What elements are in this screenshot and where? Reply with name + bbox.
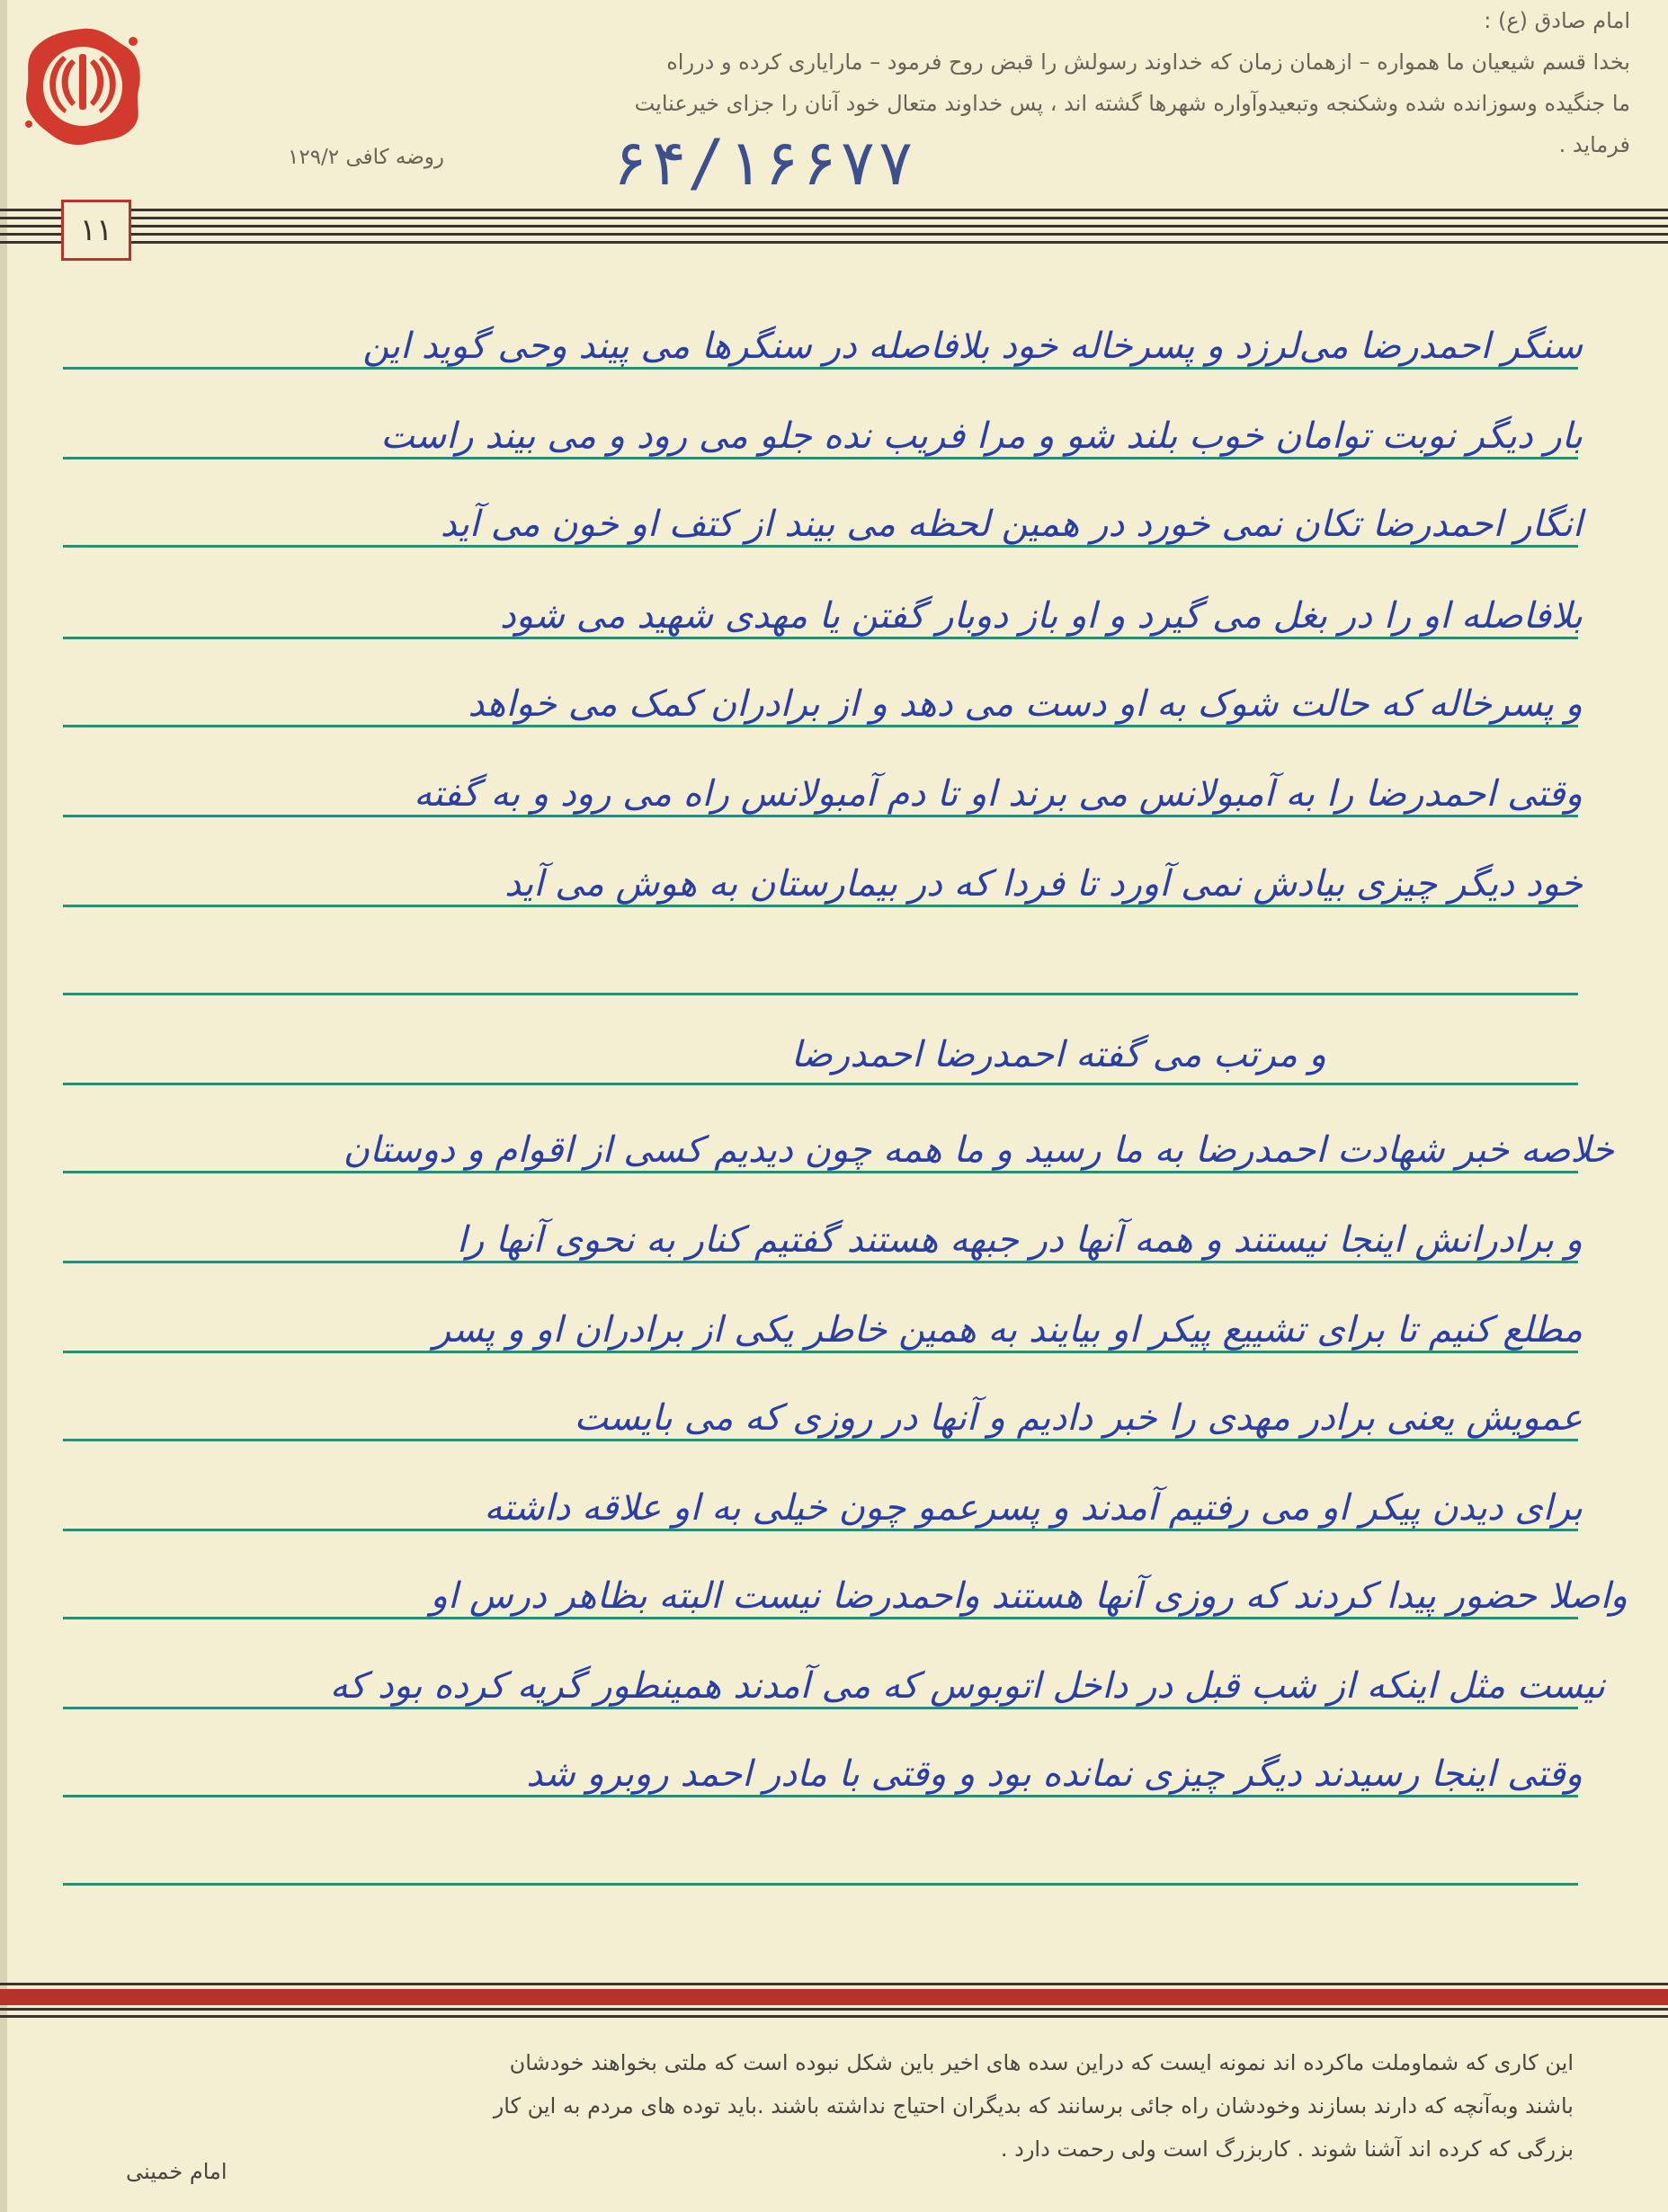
iran-emblem-icon xyxy=(20,23,146,149)
page-number-box xyxy=(61,200,131,261)
ruled-line xyxy=(63,545,1578,548)
ruled-line xyxy=(63,1351,1578,1353)
ruled-line xyxy=(63,1261,1578,1263)
handwritten-line: خود دیگر چیزی بیادش نمی آورد تا فردا که در بیمارستان به هوش می آید xyxy=(504,863,1583,905)
ruled-line xyxy=(63,1883,1578,1886)
handwritten-line: وقتی احمدرضا را به آمبولانس می برند او تا دم آمبولانس راه می رود و به گفته xyxy=(414,773,1583,815)
footer-author: امام خمینی xyxy=(126,2159,227,2184)
header-source: روضه کافی ۱۲۹/۲ xyxy=(288,146,444,169)
footer-quote-line: بزرگی که کرده اند آشنا شوند . کاربزرگ است ولی رحمت دارد . xyxy=(1000,2136,1574,2162)
header-quote xyxy=(288,0,1630,165)
ruled-line xyxy=(63,1439,1578,1441)
ruled-line xyxy=(63,1171,1578,1173)
header-quote-line: ما جنگیده وسوزانده شده وشکنجه وتبعیدوآواره شهرها گشته اند ، پس خداوند متعال خود آنان را جزای خیرعنایت xyxy=(634,91,1630,116)
handwritten-line: وقتی اینجا رسیدند دیگر چیزی نمانده بود و وقتی با مادر احمد روبرو شد xyxy=(526,1753,1583,1795)
ruled-line xyxy=(63,725,1578,727)
header-quote-line: بخدا قسم شیعیان ما همواره – ازهمان زمان که خداوند رسولش را قبض روح فرمود – مارایاری کرده و درراه xyxy=(666,49,1630,75)
handwritten-line: و مرتب می گفته احمدرضا احمدرضا xyxy=(790,1034,1326,1075)
handwritten-line: و برادرانش اینجا نیستند و همه آنها در جبهه هستند گفتیم کنار به نحوی آنها را xyxy=(456,1219,1583,1261)
header-band xyxy=(0,209,1668,250)
ruled-line xyxy=(63,1617,1578,1619)
ruled-line xyxy=(63,367,1578,370)
footer-quote xyxy=(108,2041,1574,2171)
ruled-line xyxy=(63,1795,1578,1797)
page-edge xyxy=(0,0,7,2212)
handwritten-line: نیست مثل اینکه از شب قبل در داخل اتوبوس که می آمدند همینطور گریه کرده بود که xyxy=(329,1665,1605,1707)
handwritten-line: بلافاصله او را در بغل می گیرد و او باز دوبار گفتن یا مهدی شهید می شود xyxy=(499,595,1583,637)
handwritten-line: انگار احمدرضا تکان نمی خورد در همین لحظه می بیند از کتف او خون می آید xyxy=(440,504,1583,545)
header-title: امام صادق (ع) : xyxy=(1484,8,1630,33)
ruled-line xyxy=(63,1707,1578,1709)
ruled-line xyxy=(63,1083,1578,1085)
handwritten-line: عمویش یعنی برادر مهدی را خبر دادیم و آنها در روزی که می بایست xyxy=(574,1397,1583,1439)
ruled-line xyxy=(63,993,1578,995)
footer-red-stripe xyxy=(0,1989,1668,2005)
handwritten-stamp-number: ۶۴/۱۶۶۷۷ xyxy=(611,126,915,200)
ruled-line xyxy=(63,815,1578,817)
handwritten-line: سنگر احمدرضا می‌لرزد و پسرخاله خود بلافاصله در سنگرها می پیند وحی گوید این xyxy=(362,326,1583,367)
handwritten-line: مطلع کنیم تا برای تشییع پیکر او بیایند به همین خاطر یکی از برادران او و پسر xyxy=(433,1309,1583,1351)
ruled-line xyxy=(63,905,1578,907)
handwritten-line: و پسرخاله که حالت شوک به او دست می دهد و از برادران کمک می خواهد xyxy=(468,683,1583,725)
handwritten-line: واصلا حضور پیدا کردند که روزی آنها هستند واحمدرضا نیست البته بظاهر درس او xyxy=(430,1575,1628,1617)
ruled-line xyxy=(63,637,1578,639)
page-number: ۱۱ xyxy=(79,212,113,248)
footer-quote-line: این کاری که شماوملت ماکرده اند نمونه ایست که دراین سده های اخیر باین شکل نبوده است که ملتی بخواهند خودشان xyxy=(509,2050,1574,2075)
ruled-line xyxy=(63,1529,1578,1531)
handwritten-line: بار دیگر نوبت توامان خوب بلند شو و مرا فریب نده جلو می رود و می بیند راست xyxy=(380,415,1583,457)
header-quote-line: فرماید . xyxy=(1558,132,1630,157)
footer-quote-line: باشند وبه‌آنچه که دارند بسازند وخودشان راه جائی برسانند که بدیگران احتیاج نداشته باشند .باید توده های مردم به این کار xyxy=(493,2093,1574,2118)
ruled-line xyxy=(63,457,1578,459)
handwritten-line: خلاصه خبر شهادت احمدرضا به ما رسید و ما همه چون دیدیم کسی از اقوام و دوستان xyxy=(343,1129,1614,1171)
handwritten-line: برای دیدن پیکر او می رفتیم آمدند و پسرعمو چون خیلی به او علاقه داشته xyxy=(484,1487,1583,1529)
